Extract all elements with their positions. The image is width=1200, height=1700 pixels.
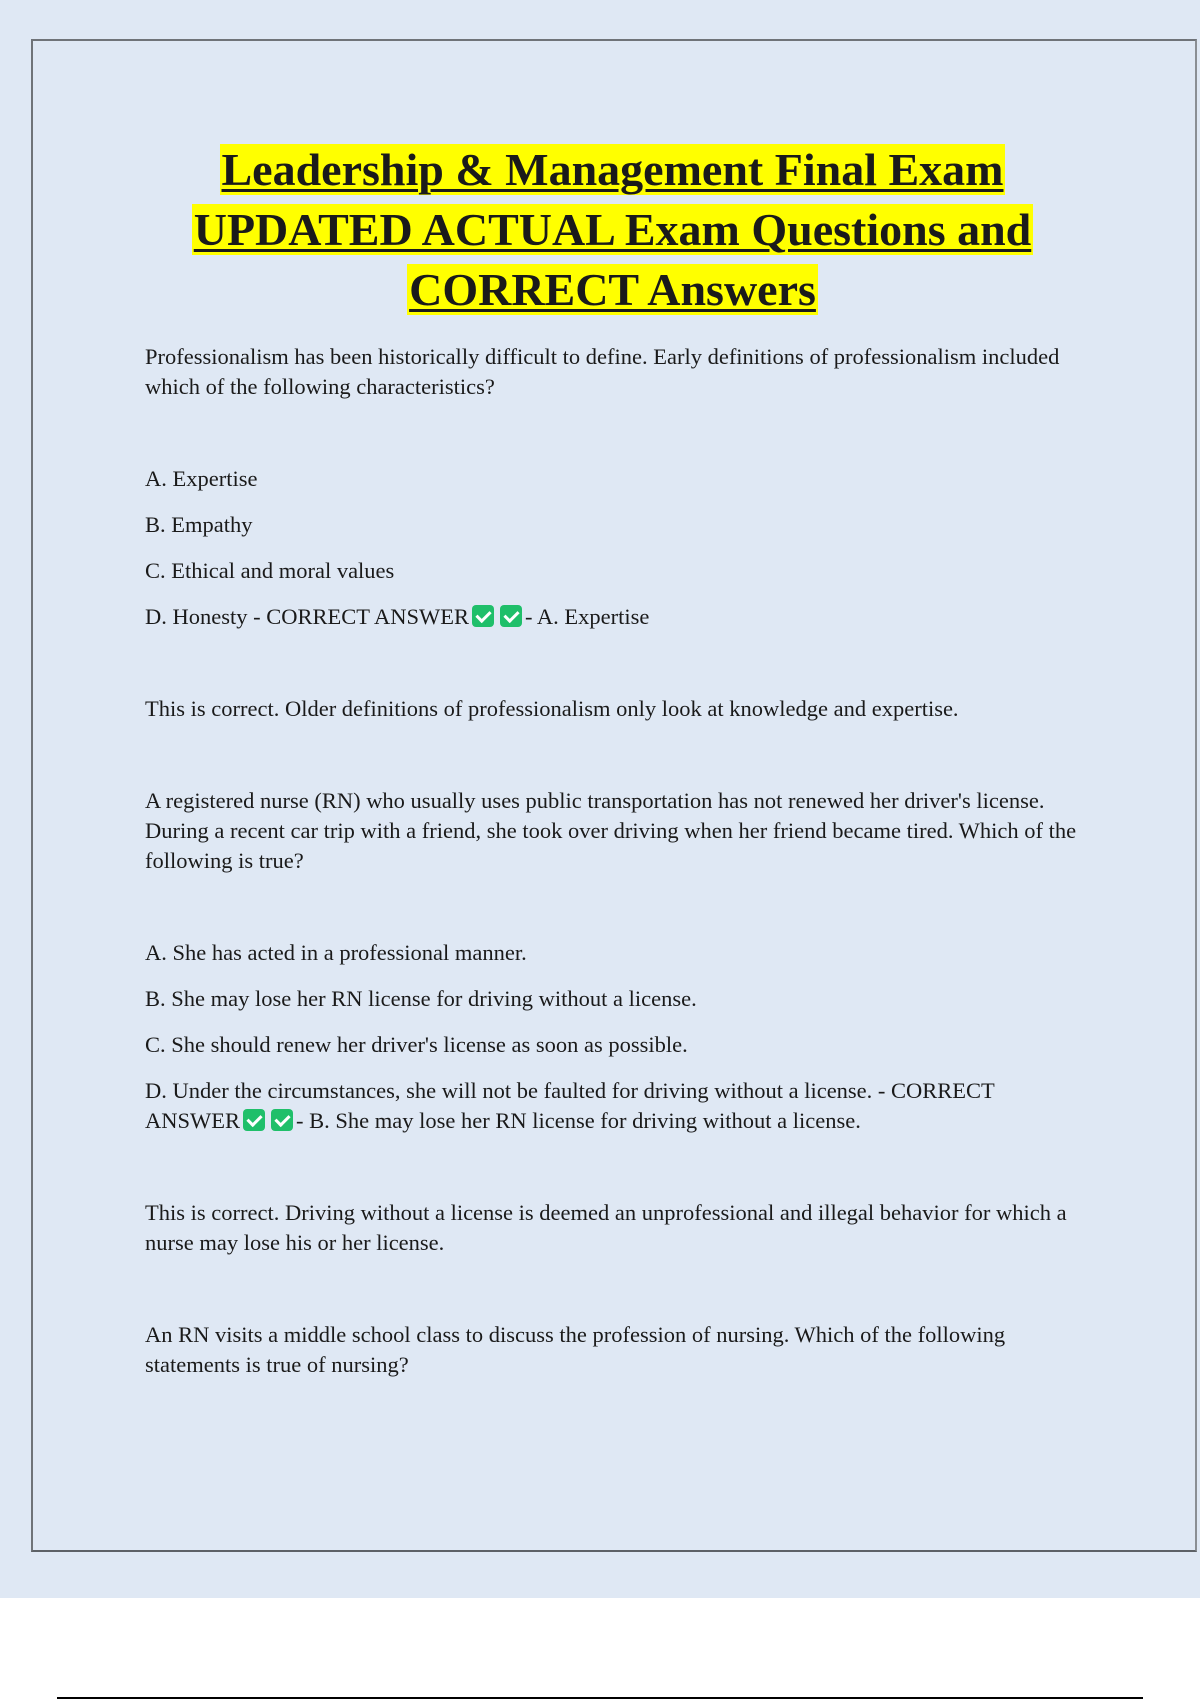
question-2-option-b: B. She may lose her RN license for driving without a license. bbox=[145, 986, 697, 1011]
title-line-3: CORRECT Answers bbox=[409, 264, 816, 315]
question-1-option-d-text: D. Honesty - CORRECT ANSWER bbox=[145, 604, 469, 629]
question-3 bbox=[145, 1320, 1080, 1380]
question-1-text: Professionalism has been historically difficult to define. Early definitions of professionalism included which of the following characteristics? bbox=[145, 344, 1060, 399]
question-1 bbox=[145, 342, 1080, 724]
question-1-option-a: A. Expertise bbox=[145, 466, 258, 491]
question-3-text: An RN visits a middle school class to discuss the profession of nursing. Which of the following statements is true of nursing? bbox=[145, 1322, 1006, 1377]
footer-rule bbox=[57, 1697, 1143, 1699]
check-box-icon bbox=[271, 1109, 293, 1131]
question-2 bbox=[145, 786, 1080, 1258]
document-title bbox=[145, 140, 1080, 320]
check-box-icon bbox=[500, 605, 522, 627]
question-2-text: A registered nurse (RN) who usually uses public transportation has not renewed her driver's license. During a recent car trip with a friend, she took over driving when her friend became tired. Which of the following is true? bbox=[145, 788, 1077, 873]
question-1-explanation: This is correct. Older definitions of professionalism only look at knowledge and expertise. bbox=[145, 696, 959, 721]
question-2-answer: - B. She may lose her RN license for driving without a license. bbox=[296, 1108, 861, 1133]
question-2-option-d-text: D. Under the circumstances, she will not be faulted for driving without a license. - CORRECT ANSWER bbox=[145, 1078, 995, 1133]
title-line-2: UPDATED ACTUAL Exam Questions and bbox=[193, 204, 1032, 255]
question-2-option-a: A. She has acted in a professional manner. bbox=[145, 940, 527, 965]
title-line-1: Leadership & Management Final Exam bbox=[221, 144, 1004, 195]
check-box-icon bbox=[243, 1109, 265, 1131]
check-box-icon bbox=[472, 605, 494, 627]
question-1-option-d bbox=[145, 602, 1080, 632]
question-2-option-d bbox=[145, 1076, 1080, 1136]
document-body bbox=[145, 140, 1080, 1442]
question-1-answer: - A. Expertise bbox=[524, 604, 650, 629]
question-2-explanation: This is correct. Driving without a license is deemed an unprofessional and illegal behavior for which a nurse may lose his or her license. bbox=[145, 1200, 1067, 1255]
question-1-option-c: C. Ethical and moral values bbox=[145, 558, 395, 583]
question-1-option-b: B. Empathy bbox=[145, 512, 253, 537]
question-2-option-c: C. She should renew her driver's license as soon as possible. bbox=[145, 1032, 688, 1057]
